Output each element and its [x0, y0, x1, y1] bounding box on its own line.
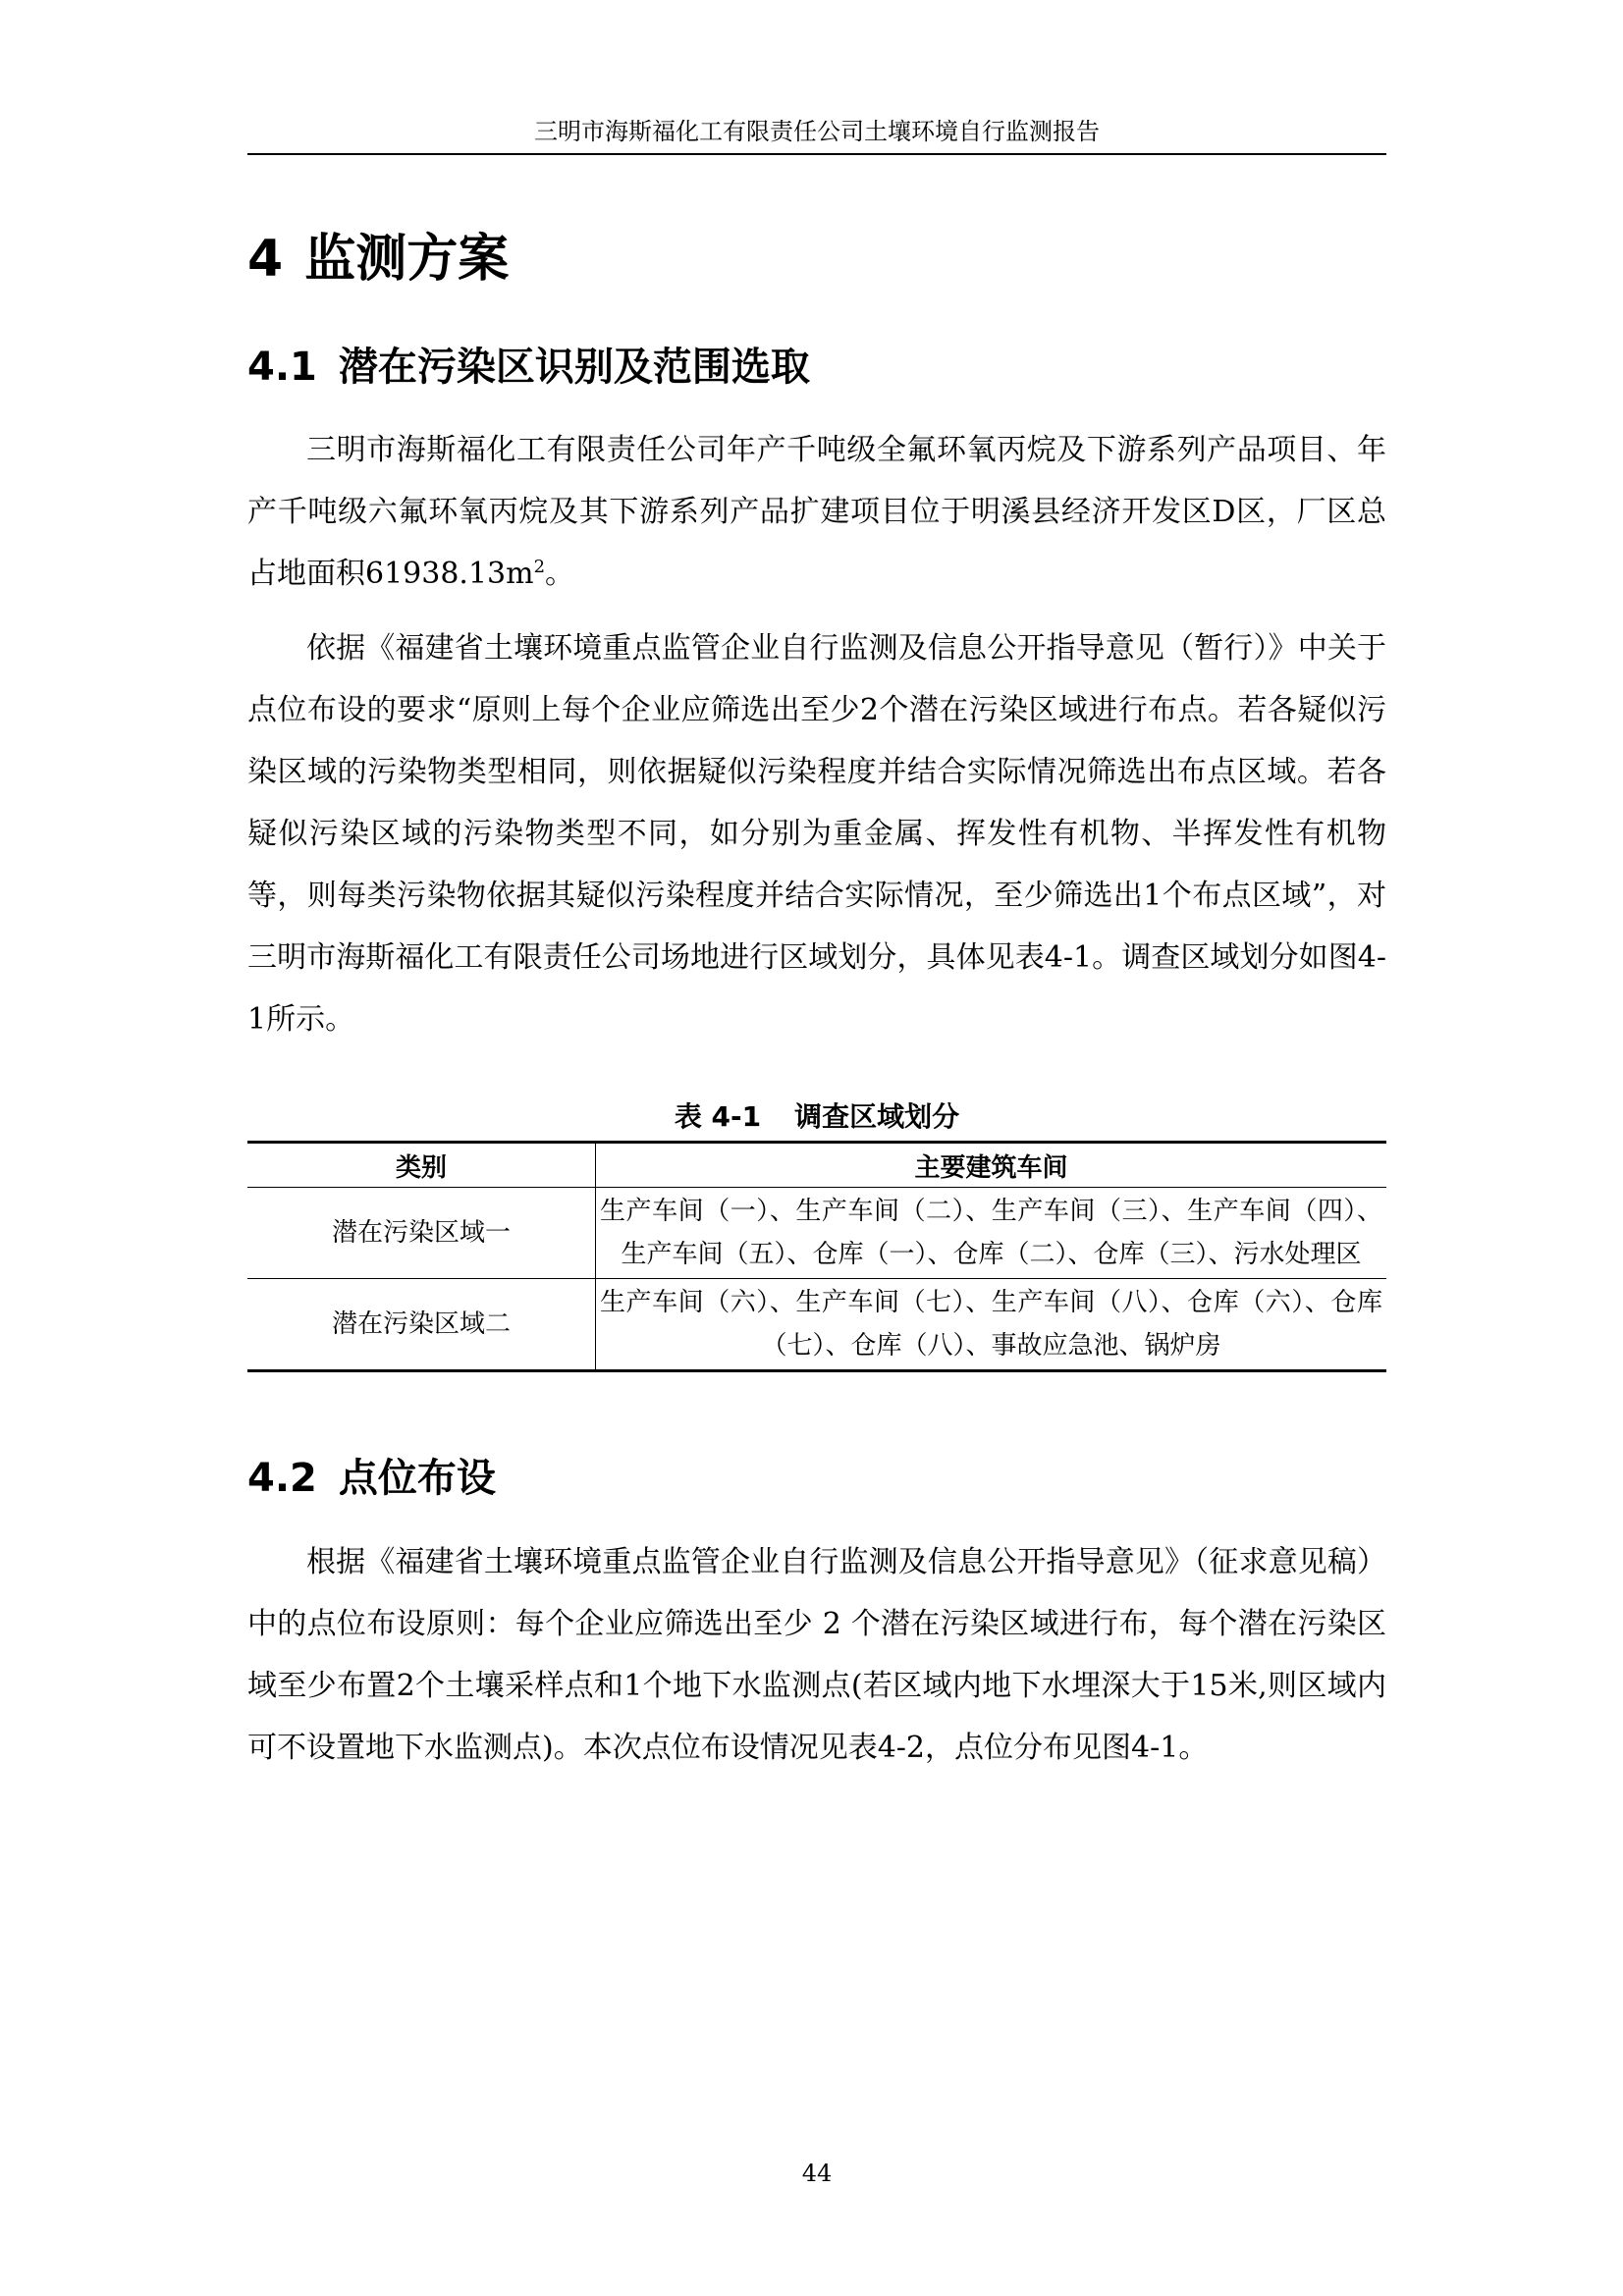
section-4-2-paragraph-1: [247, 1531, 1386, 1779]
paragraph-text: 依据《福建省土壤环境重点监管企业自行监测及信息公开指导意见（暂行）》中关于点位布设的要求“原则上每个企业应筛选出至少2个潜在污染区域进行布点。若各疑似污染区域的污染物类型相同，则依据疑似污染程度并结合实际情况筛选出布点区域。若各疑似污染区域的污染物类型不同，如分别为重金属、挥发性有机物、半挥发性有机物等，则每类污染物依据其疑似污染程度并结合实际情况，至少筛选出1个布点区域”，对三明市海斯福化工有限责任公司场地进行区域划分，具体见表4-1。调查区域划分如图4-1所示。: [247, 631, 1386, 1037]
section-heading-4-1: [247, 340, 810, 395]
paragraph-text: 三明市海斯福化工有限责任公司年产千吨级全氟环氧丙烷及下游系列产品项目、年产千吨级六氟环氧丙烷及其下游系列产品扩建项目位于明溪县经济开发区D区，厂区总占地面积61938.13m: [247, 433, 1386, 591]
page-header: [247, 110, 1386, 155]
page-number: 44: [801, 2160, 833, 2187]
table-row: [247, 1279, 1386, 1371]
chapter-heading: [247, 224, 509, 294]
section-4-1-paragraph-1: [247, 419, 1386, 605]
table-caption: [247, 1095, 1386, 1139]
superscript: 2: [533, 557, 546, 577]
section-title: 点位布设: [338, 1456, 496, 1501]
table-cell-category: 潜在污染区域一: [247, 1188, 596, 1279]
section-title: 潜在污染区识别及范围选取: [338, 345, 810, 390]
column-header-buildings: 主要建筑车间: [596, 1143, 1387, 1188]
paragraph-text: 根据《福建省土壤环境重点监管企业自行监测及信息公开指导意见》（征求意见稿）中的点位布设原则：每个企业应筛选出至少 2 个潜在污染区域进行布，每个潜在污染区域至少布置2个土壤采样点和1个地下水监测点(若区域内地下水埋深大于15米,则区域内可不设置地下水监测点)。本次点位布设情况见表4-2，点位分布见图4-1。: [247, 1545, 1386, 1765]
header-title: 三明市海斯福化工有限责任公司土壤环境自行监测报告: [534, 118, 1100, 145]
table-cell-category: 潜在污染区域二: [247, 1279, 596, 1371]
paragraph-end: 。: [545, 557, 575, 591]
chapter-number: 4: [247, 230, 284, 289]
table-caption-number: 表 4-1: [674, 1100, 762, 1133]
section-heading-4-2: [247, 1451, 496, 1506]
section-number: 4.1: [247, 345, 317, 390]
table-cell-buildings: 生产车间（六）、生产车间（七）、生产车间（八）、仓库（六）、仓库（七）、仓库（八）、事故应急池、锅炉房: [600, 1288, 1382, 1361]
table-header-row: [247, 1143, 1386, 1188]
table-row: [247, 1188, 1386, 1279]
chapter-title: 监测方案: [304, 230, 510, 289]
table-caption-title: 调查区域划分: [794, 1100, 960, 1133]
table-cell-buildings: 生产车间（一）、生产车间（二）、生产车间（三）、生产车间（四）、生产车间（五）、仓库（一）、仓库（二）、仓库（三）、污水处理区: [596, 1188, 1387, 1279]
section-number: 4.2: [247, 1456, 317, 1501]
section-4-1-paragraph-2: [247, 617, 1386, 1050]
column-header-category: 类别: [247, 1143, 596, 1188]
region-division-table: [247, 1141, 1386, 1372]
